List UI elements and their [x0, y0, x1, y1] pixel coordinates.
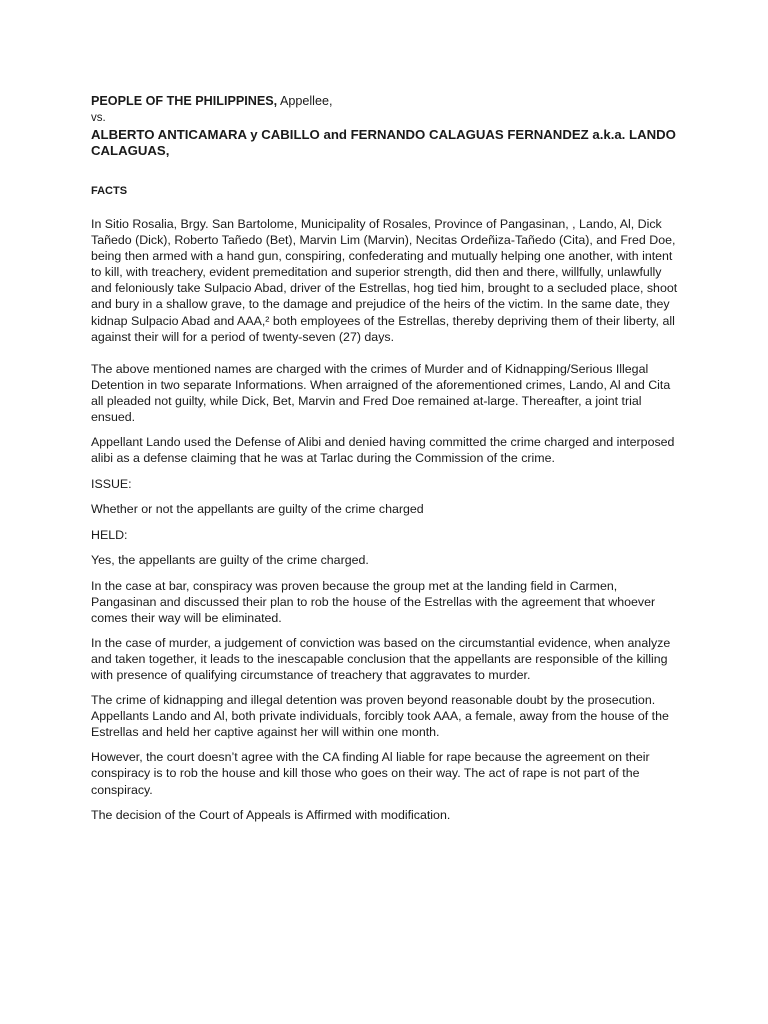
held-paragraph-3: In the case of murder, a judgement of conviction was based on the circumstantial evidence, when analyze and taken together, it leads to the inescapable conclusion that the appellants are responsible of the killing with presence of qualifying circumstance of treachery that aggravates to murder.	[91, 635, 671, 682]
issue-text: Whether or not the appellants are guilty of the crime charged	[91, 502, 424, 517]
accused-names: ALBERTO ANTICAMARA y CABILLO and FERNANDO CALAGUAS FERNANDEZ a.k.a. LANDO CALAGUAS,	[91, 127, 676, 158]
held-paragraph-2: In the case at bar, conspiracy was proven because the group met at the landing field in Carmen, Pangasinan and discussed their plan to rob the house of the Estrellas with the agreement that whoever comes their way will be eliminated.	[91, 578, 656, 625]
held-paragraph-5: However, the court doesn’t agree with the CA finding Al liable for rape because the agreement on their conspiracy is to rob the house and kill those who goes on their way. The act of rape is not part of the conspiracy.	[91, 750, 650, 797]
facts-paragraph-1: In Sitio Rosalia, Brgy. San Bartolome, Municipality of Rosales, Province of Pangasinan, , Lando, Al, Dick Tañedo (Dick), Roberto Tañedo (Bet), Marvin Lim (Marvin), Necitas Ordeñiza-Tañedo (Cita), and Fred Doe, being then armed with a hand gun, conspiring, confederating and mutually helping one another, with intent to kill, with treachery, evident premeditation and superior strength, did then and there, willfully, unlawfully and feloniously take Sulpacio Abad, driver of the Estrellas, hog tied him, brought to a secluded place, shoot and bury in a shallow grave, to the damage and prejudice of the heirs of the victim. In the same date, they kidnap Sulpacio Abad and AAA,² both employees of the Estrellas, thereby depriving them of their liberty, all against their will for a period of twenty-seven (27) days.	[91, 217, 678, 344]
versus-label: vs.	[91, 112, 106, 124]
held-paragraph-1: Yes, the appellants are guilty of the crime charged.	[91, 553, 369, 568]
plaintiff-name: PEOPLE OF THE PHILIPPINES,	[91, 94, 278, 108]
held-paragraph-6: The decision of the Court of Appeals is Affirmed with modification.	[91, 807, 451, 822]
issue-heading: ISSUE:	[91, 477, 132, 492]
held-paragraph-4: The crime of kidnapping and illegal detention was proven beyond reasonable doubt by the prosecution. Appellants Lando and Al, both private individuals, forcibly took AAA, a female, away from the house of the Estrellas and held her captive against her will within one month.	[91, 693, 669, 740]
facts-paragraph-2: The above mentioned names are charged with the crimes of Murder and of Kidnapping/Serious Illegal Detention in two separate Informations. When arraigned of the aforementioned crimes, Lando, Al and Cita all pleaded not guilty, while Dick, Bet, Marvin and Fred Doe remained at-large. Thereafter, a joint trial ensued.	[91, 361, 671, 425]
plaintiff-role: Appellee,	[277, 94, 333, 108]
facts-heading: FACTS	[91, 185, 128, 197]
held-heading: HELD:	[91, 528, 128, 543]
case-caption-plaintiff	[91, 93, 678, 109]
facts-paragraph-3: Appellant Lando used the Defense of Alibi and denied having committed the crime charged and interposed alibi as a defense claiming that he was at Tarlac during the Commission of the crime.	[91, 435, 675, 466]
